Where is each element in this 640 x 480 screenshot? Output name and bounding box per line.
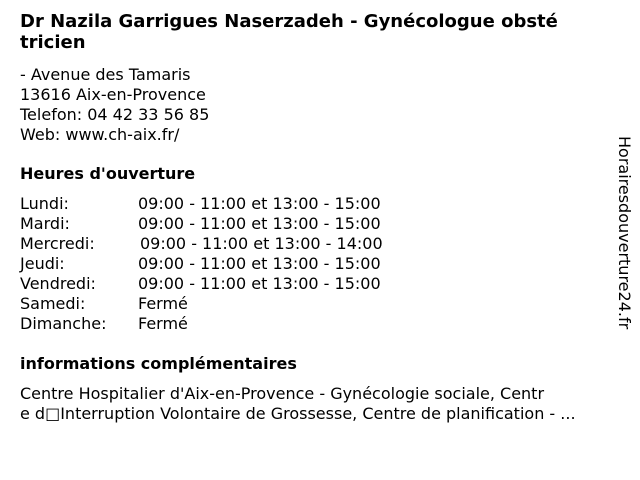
time-value: 09:00 - 11:00 et 13:00 - 15:00 <box>138 194 381 213</box>
address-block <box>20 65 209 145</box>
info-line-1: Centre Hospitalier d'Aix-en-Provence - Gynécologie sociale, Centr <box>20 384 545 403</box>
city-address: 13616 Aix-en-Provence <box>20 85 206 104</box>
street-address: - Avenue des Tamaris <box>20 65 191 84</box>
page-title-line-2: tricien <box>20 32 86 53</box>
info-line-2: e d□Interruption Volontaire de Grossesse, Centre de planification - ... <box>20 404 576 423</box>
page-title <box>20 11 625 53</box>
site-watermark: Horairesdouverture24.fr <box>615 136 634 330</box>
info-heading: informations complémentaires <box>20 354 297 373</box>
time-value: 09:00 - 11:00 et 13:00 - 14:00 <box>140 234 383 253</box>
day-label: Mardi: <box>20 214 70 233</box>
additional-info <box>20 384 630 424</box>
time-value: 09:00 - 11:00 et 13:00 - 15:00 <box>138 254 381 273</box>
day-label: Mercredi: <box>20 234 95 253</box>
day-label: Jeudi: <box>20 254 65 273</box>
time-value: Fermé <box>138 314 188 333</box>
time-value: 09:00 - 11:00 et 13:00 - 15:00 <box>138 274 381 293</box>
page-title-line-1: Dr Nazila Garrigues Naserzadeh - Gynécologue obsté <box>20 11 558 32</box>
phone-number: Telefon: 04 42 33 56 85 <box>20 105 210 124</box>
website: Web: www.ch-aix.fr/ <box>20 125 180 144</box>
time-value: Fermé <box>138 294 188 313</box>
day-label: Vendredi: <box>20 274 96 293</box>
day-label: Samedi: <box>20 294 86 313</box>
day-label: Lundi: <box>20 194 69 213</box>
hours-heading: Heures d'ouverture <box>20 164 196 183</box>
time-value: 09:00 - 11:00 et 13:00 - 15:00 <box>138 214 381 233</box>
day-label: Dimanche: <box>20 314 107 333</box>
